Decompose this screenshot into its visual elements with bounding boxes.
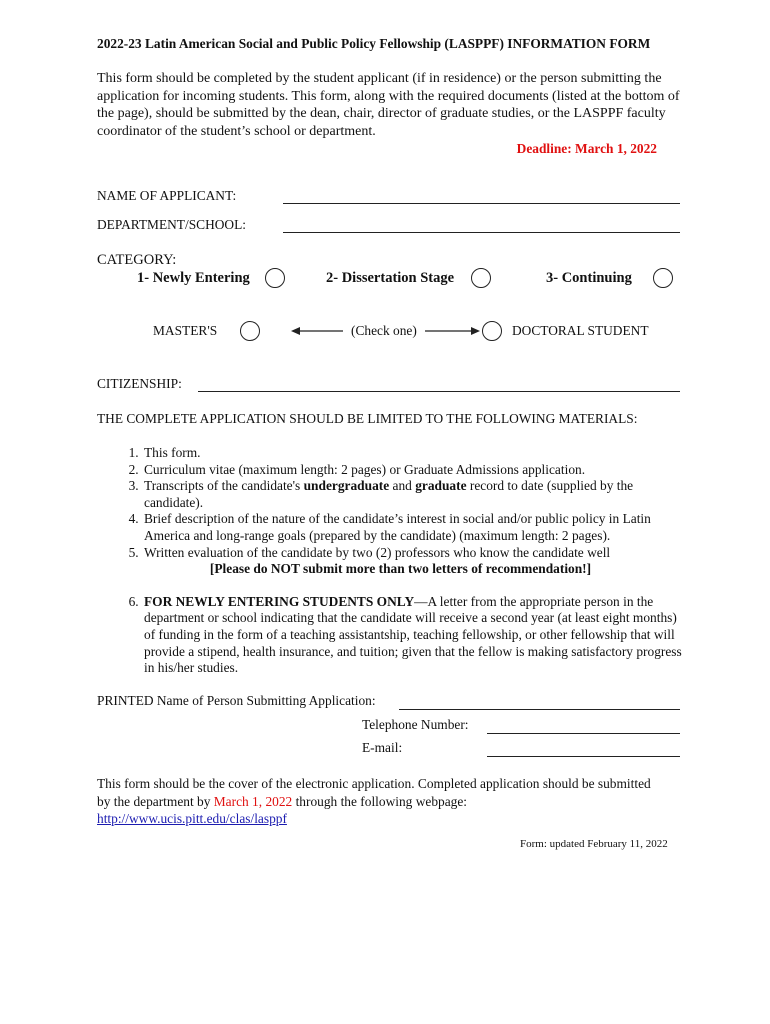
materials-heading: THE COMPLETE APPLICATION SHOULD BE LIMITED TO THE FOLLOWING MATERIALS: [97,411,638,426]
item-3-undergraduate: undergraduate [303,478,390,494]
item-3-graduate: graduate [415,478,467,494]
item-6-bold: FOR NEWLY ENTERING STUDENTS ONLY [144,593,415,609]
email-label: E-mail: [362,740,403,755]
item-5-text: Written evaluation of the candidate by two (2) professors who know the candidate well [144,544,611,560]
printed-name-label: PRINTED Name of Person Submitting Application: [97,693,376,708]
masters-label: MASTER'S [153,323,218,338]
doctoral-label: DOCTORAL STUDENT [512,323,649,338]
option-continuing-radio[interactable] [653,268,673,288]
telephone-label: Telephone Number: [362,717,469,732]
check-one-label: (Check one) [351,323,417,338]
email-field[interactable] [487,756,680,757]
footer-text-b: through the following webpage: [292,793,468,809]
recommendation-note: [Please do NOT submit more than two letters of recommendation!] [209,561,592,577]
doctoral-radio[interactable] [482,321,502,341]
option-dissertation-stage-radio[interactable] [471,268,491,288]
left-arrow-icon [291,326,343,336]
item-1-text: This form. [144,445,201,460]
option-dissertation-stage-label: 2- Dissertation Stage [326,270,455,286]
footer-text-a: This form should be the cover of the electronic application. Completed application should be submitted by the department by [97,776,651,809]
right-arrow-icon [425,326,480,336]
item-4-text: Brief description of the nature of the candidate’s interest in social and/or public policy in Latin America and long-range goals (prepared by the candidate) (maximum length: 2 pages). [144,511,651,543]
materials-list [97,445,687,677]
printed-name-field[interactable] [399,709,680,710]
item-3-text-c: and [389,478,416,494]
lasppf-webpage-link[interactable]: http://www.ucis.pitt.edu/clas/lasppf [97,811,287,827]
submission-instructions [97,775,657,828]
citizenship-field[interactable] [198,391,680,392]
masters-radio[interactable] [240,321,260,341]
name-label: NAME OF APPLICANT: [97,188,237,203]
department-field[interactable] [283,232,680,233]
intro-paragraph: This form should be completed by the student applicant (if in residence) or the person submitting the application for incoming students. This form, along with the required documents (listed at the bottom of the page), should be submitted by the dean, chair, director of graduate studies, or the LASPPF faculty coordinator of the student’s school or department. [97,71,680,139]
list-item [142,462,687,479]
item-3-text-a: Transcripts of the candidate's [144,478,304,494]
option-newly-entering-radio[interactable] [265,268,285,288]
category-label: CATEGORY: [97,252,177,268]
list-item [142,594,687,677]
list-item [142,478,687,511]
option-newly-entering-label: 1- Newly Entering [137,270,250,286]
list-item [142,511,687,544]
telephone-field[interactable] [487,733,680,734]
form-updated-date: Form: updated February 11, 2022 [520,838,668,850]
department-label: DEPARTMENT/SCHOOL: [97,217,246,232]
name-field[interactable] [283,203,680,204]
list-item [142,445,687,462]
option-continuing-label: 3- Continuing [546,270,632,286]
item-6-text: —A letter from the appropriate person in the department or school indicating that the candidate will receive a second year (at least eight months) of funding in the form of a teaching assistantship, teaching fellowship, or other fellowship that will provide a stipend, health insurance, and tuition; given that the fellow is making satisfactory progress in his/her studies. [144,593,682,676]
list-item [142,545,687,578]
form-title: 2022-23 Latin American Social and Public Policy Fellowship (LASPPF) INFORMATION FORM [97,36,651,51]
item-3-text-e: record to date (supplied by the candidate). [144,478,634,510]
footer-deadline-date: March 1, 2022 [213,793,293,809]
deadline-text: Deadline: March 1, 2022 [516,141,657,156]
citizenship-label: CITIZENSHIP: [97,376,182,391]
item-2-text: Curriculum vitae (maximum length: 2 pages) or Graduate Admissions application. [144,461,586,477]
